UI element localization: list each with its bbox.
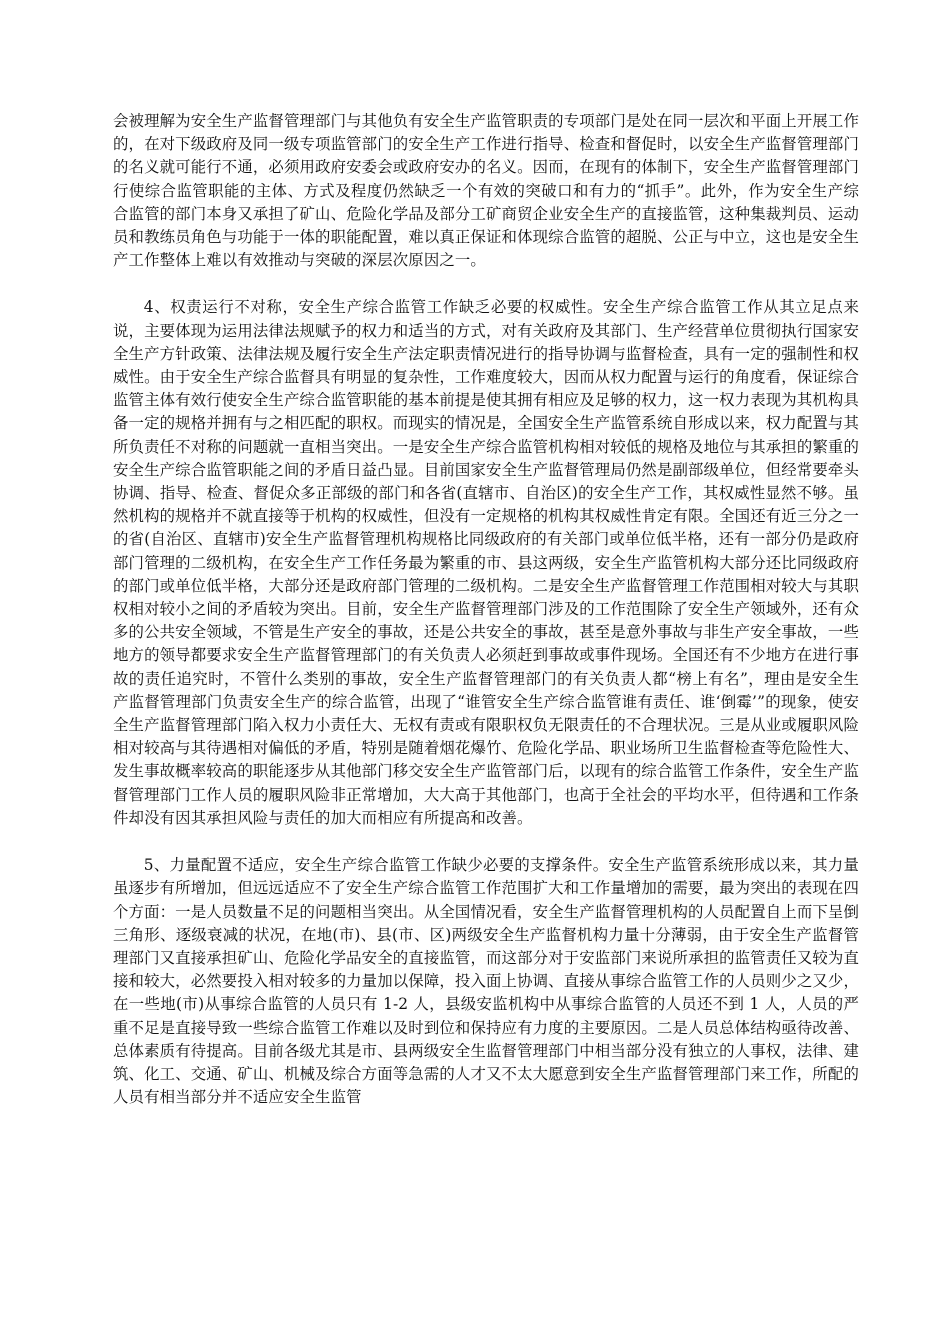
paragraph-5-staffing: 5、力量配置不适应，安全生产综合监管工作缺少必要的支撑条件。安全生产监管系统形成以来，其力量虽逐步有所增加，但远远适应不了安全生产综合监管工作范围扩大和工作量增加的需要，最为突出的表现在四个方面：一是人员数量不足的问题相当突出。从全国情况看，安全生产监督管理机构的人员配置自上而下呈倒三角形、逐级衰减的状况，在地(市)、县(市、区)两级安全生产监督机构力量十分薄弱，由于安全生产监督管理部门又直接承担矿山、危险化学品安全的直接监管，而这部分对于安监部门来说所承担的监管责任又较为直接和较大，必然要投入相对较多的力量加以保障，投入面上协调、直接从事综合监管工作的人员则少之又少，在一些地(市)从事综合监管的人员只有 1-2 人，县级安监机构中从事综合监管的人员还不到 1 人，人员的严重不足是直接导致一些综合监管工作难以及时到位和保持应有力度的主要原因。二是人员总体结构亟待改善、总体素质有待提高。目前各级尤其是市、县两级安全生监督管理部门中相当部分没有独立的人事权，法律、建筑、化工、交通、矿山、机械及综合方面等急需的人才又不太大愿意到安全生产监督管理部门来工作，所配的人员有相当部分并不适应安全生监管 — [113, 856, 859, 1107]
paragraph-continued: 会被理解为安全生产监督管理部门与其他负有安全生产监管职责的专项部门是处在同一层次和平面上开展工作的，在对下级政府及同一级专项监管部门的安全生产工作进行指导、检查和督促时，以安全生产监督管理部门的名义就可能行不通，必须用政府安委会或政府安办的名义。因而，在现有的体制下，安全生产监督管理部门行使综合监管职能的主体、方式及程度仍然缺乏一个有效的突破口和有力的“抓手”。此外，作为安全生产综合监管的部门本身又承担了矿山、危险化学品及部分工矿商贸企业安全生产的直接监管，这种集裁判员、运动员和教练员角色与功能于一体的职能配置，难以真正保证和体现综合监管的超脱、公正与中立，这也是安全生产工作整体上难以有效推动与突破的深层次原因之一。 — [113, 112, 859, 270]
paragraph-4-authority: 4、权责运行不对称，安全生产综合监管工作缺乏必要的权威性。安全生产综合监管工作从其立足点来说，主要体现为运用法律法规赋予的权力和适当的方式，对有关政府及其部门、生产经营单位贯彻执行国家安全生产方针政策、法律法规及履行安全生产法定职责情况进行的指导协调与监督检查，具有一定的强制性和权威性。由于安全生产综合监督具有明显的复杂性，工作难度较大，因而从权力配置与运行的角度看，保证综合监管主体有效行使安全生产综合监管职能的基本前提是使其拥有相应及足够的权力，这一权力表现为其机构具备一定的规格并拥有与之相匹配的职权。而现实的情况是，全国安全生产监管系统自形成以来，权力配置与其所负责任不对称的问题就一直相当突出。一是安全生产综合监管机构相对较低的规格及地位与其承担的繁重的安全生产综合监管职能之间的矛盾日益凸显。目前国家安全生产监督管理局仍然是副部级单位，但经常要牵头协调、指导、检查、督促众多正部级的部门和各省(直辖市、自治区)的安全生产工作，其权威性显然不够。虽然机构的规格并不就直接等于机构的权威性，但没有一定规格的机构其权威性肯定有限。全国还有近三分之一的省(自治区、直辖市)安全生产监督管理机构规格比同级政府的有关部门或单位低半格，还有一部分仍是政府部门管理的二级机构，在安全生产工作任务最为繁重的市、县这两级，安全生产监管机构大部分还比同级政府的部门或单位低半格，大部分还是政府部门管理的二级机构。二是安全生产监督管理工作范围相对较大与其职权相对较小之间的矛盾较为突出。目前，安全生产监督管理部门涉及的工作范围除了安全生产领域外，还有众多的公共安全领域，不管是生产安全的事故，还是公共安全的事故，甚至是意外事故与非生产安全事故，一些地方的领导都要求安全生产监督管理部门的有关负责人必须赶到事故或事件现场。全国还有不少地方在进行事故的责任追究时，不管什么类别的事故，安全生产监督管理部门的有关负责人都“榜上有名”，理由是安全生产监督管理部门负责安全生产的综合监管，出现了“谁管安全生产综合监管谁有责任、谁‘倒霉’”的现象，使安全生产监督管理部门陷入权力小责任大、无权有责或有限职权负无限责任的不合理状况。三是从业或履职风险相对较高与其待遇相对偏低的矛盾，特别是随着烟花爆竹、危险化学品、职业场所卫生监督检查等危险性大、发生事故概率较高的职能逐步从其他部门移交安全生产监管部门后，以现有的综合监管工作条件，安全生产监督管理部门工作人员的履职风险非正常增加，大大高于其他部门，也高于全社会的平均水平，但待遇和工作条件却没有因其承担风险与责任的加大而相应有所提高和改善。 — [113, 298, 859, 827]
document-page — [113, 110, 859, 1109]
